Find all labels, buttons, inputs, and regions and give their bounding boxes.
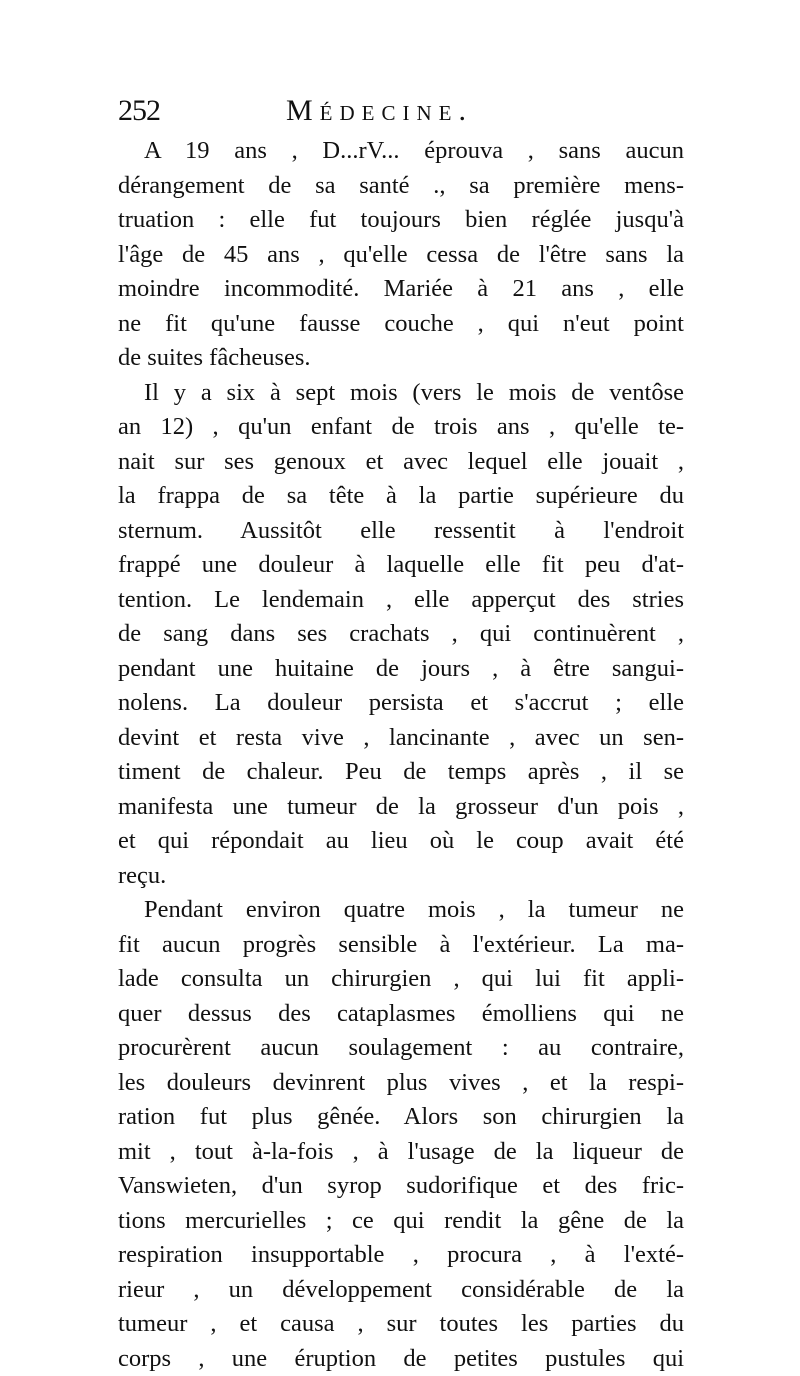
- text-line: Il y a six à sept mois (vers le mois de ventôse: [118, 376, 684, 411]
- text-line: pendant une huitaine de jours , à être sangui-: [118, 652, 684, 687]
- text-line: quer dessus des cataplasmes émolliens qui ne: [118, 997, 684, 1032]
- text-line: nolens. La douleur persista et s'accrut ; elle: [118, 686, 684, 721]
- text-line: procurèrent aucun soulagement : au contraire,: [118, 1031, 684, 1066]
- text-line: devint et resta vive , lancinante , avec un sen-: [118, 721, 684, 756]
- text-line: respiration insupportable , procura , à l'exté-: [118, 1238, 684, 1273]
- text-line: tions mercurielles ; ce qui rendit la gêne de la: [118, 1204, 684, 1239]
- text-line: la frappa de sa tête à la partie supérieure du: [118, 479, 684, 514]
- text-line: dérangement de sa santé ., sa première mens-: [118, 169, 684, 204]
- text-line: sternum. Aussitôt elle ressentit à l'endroit: [118, 514, 684, 549]
- text-line: manifesta une tumeur de la grosseur d'un pois ,: [118, 790, 684, 825]
- text-line: tumeur , et causa , sur toutes les parties du: [118, 1307, 684, 1342]
- text-line: de sang dans ses crachats , qui continuèrent ,: [118, 617, 684, 652]
- text-line: ne fit qu'une fausse couche , qui n'eut point: [118, 307, 684, 342]
- text-line: rieur , un développement considérable de la: [118, 1273, 684, 1308]
- text-line: truation : elle fut toujours bien réglée jusqu'à: [118, 203, 684, 238]
- page-number: 252: [118, 94, 160, 128]
- text-line: moindre incommodité. Mariée à 21 ans , elle: [118, 272, 684, 307]
- text-line: et qui répondait au lieu où le coup avait été: [118, 824, 684, 859]
- text-line: frappé une douleur à laquelle elle fit peu d'at-: [118, 548, 684, 583]
- text-line: an 12) , qu'un enfant de trois ans , qu'elle te-: [118, 410, 684, 445]
- text-line: Vanswieten, d'un syrop sudorifique et des fric-: [118, 1169, 684, 1204]
- text-line: fit aucun progrès sensible à l'extérieur. La ma-: [118, 928, 684, 963]
- text-line: A 19 ans , D...rV... éprouva , sans aucun: [118, 134, 684, 169]
- text-line: reçu.: [118, 859, 684, 894]
- text-line: Pendant environ quatre mois , la tumeur ne: [118, 893, 684, 928]
- body-text: [118, 134, 684, 1376]
- page-header: [118, 94, 686, 130]
- text-line: mit , tout à-la-fois , à l'usage de la liqueur de: [118, 1135, 684, 1170]
- text-line: tention. Le lendemain , elle apperçut des stries: [118, 583, 684, 618]
- text-line: lade consulta un chirurgien , qui lui fit appli-: [118, 962, 684, 997]
- text-line: les douleurs devinrent plus vives , et la respi-: [118, 1066, 684, 1101]
- text-line: ration fut plus gênée. Alors son chirurgien la: [118, 1100, 684, 1135]
- text-line: nait sur ses genoux et avec lequel elle jouait ,: [118, 445, 684, 480]
- text-line: corps , une éruption de petites pustules qui: [118, 1342, 684, 1376]
- running-title: Médecine.: [286, 94, 473, 128]
- text-line: timent de chaleur. Peu de temps après , il se: [118, 755, 684, 790]
- text-line: l'âge de 45 ans , qu'elle cessa de l'être sans la: [118, 238, 684, 273]
- text-line: de suites fâcheuses.: [118, 341, 684, 376]
